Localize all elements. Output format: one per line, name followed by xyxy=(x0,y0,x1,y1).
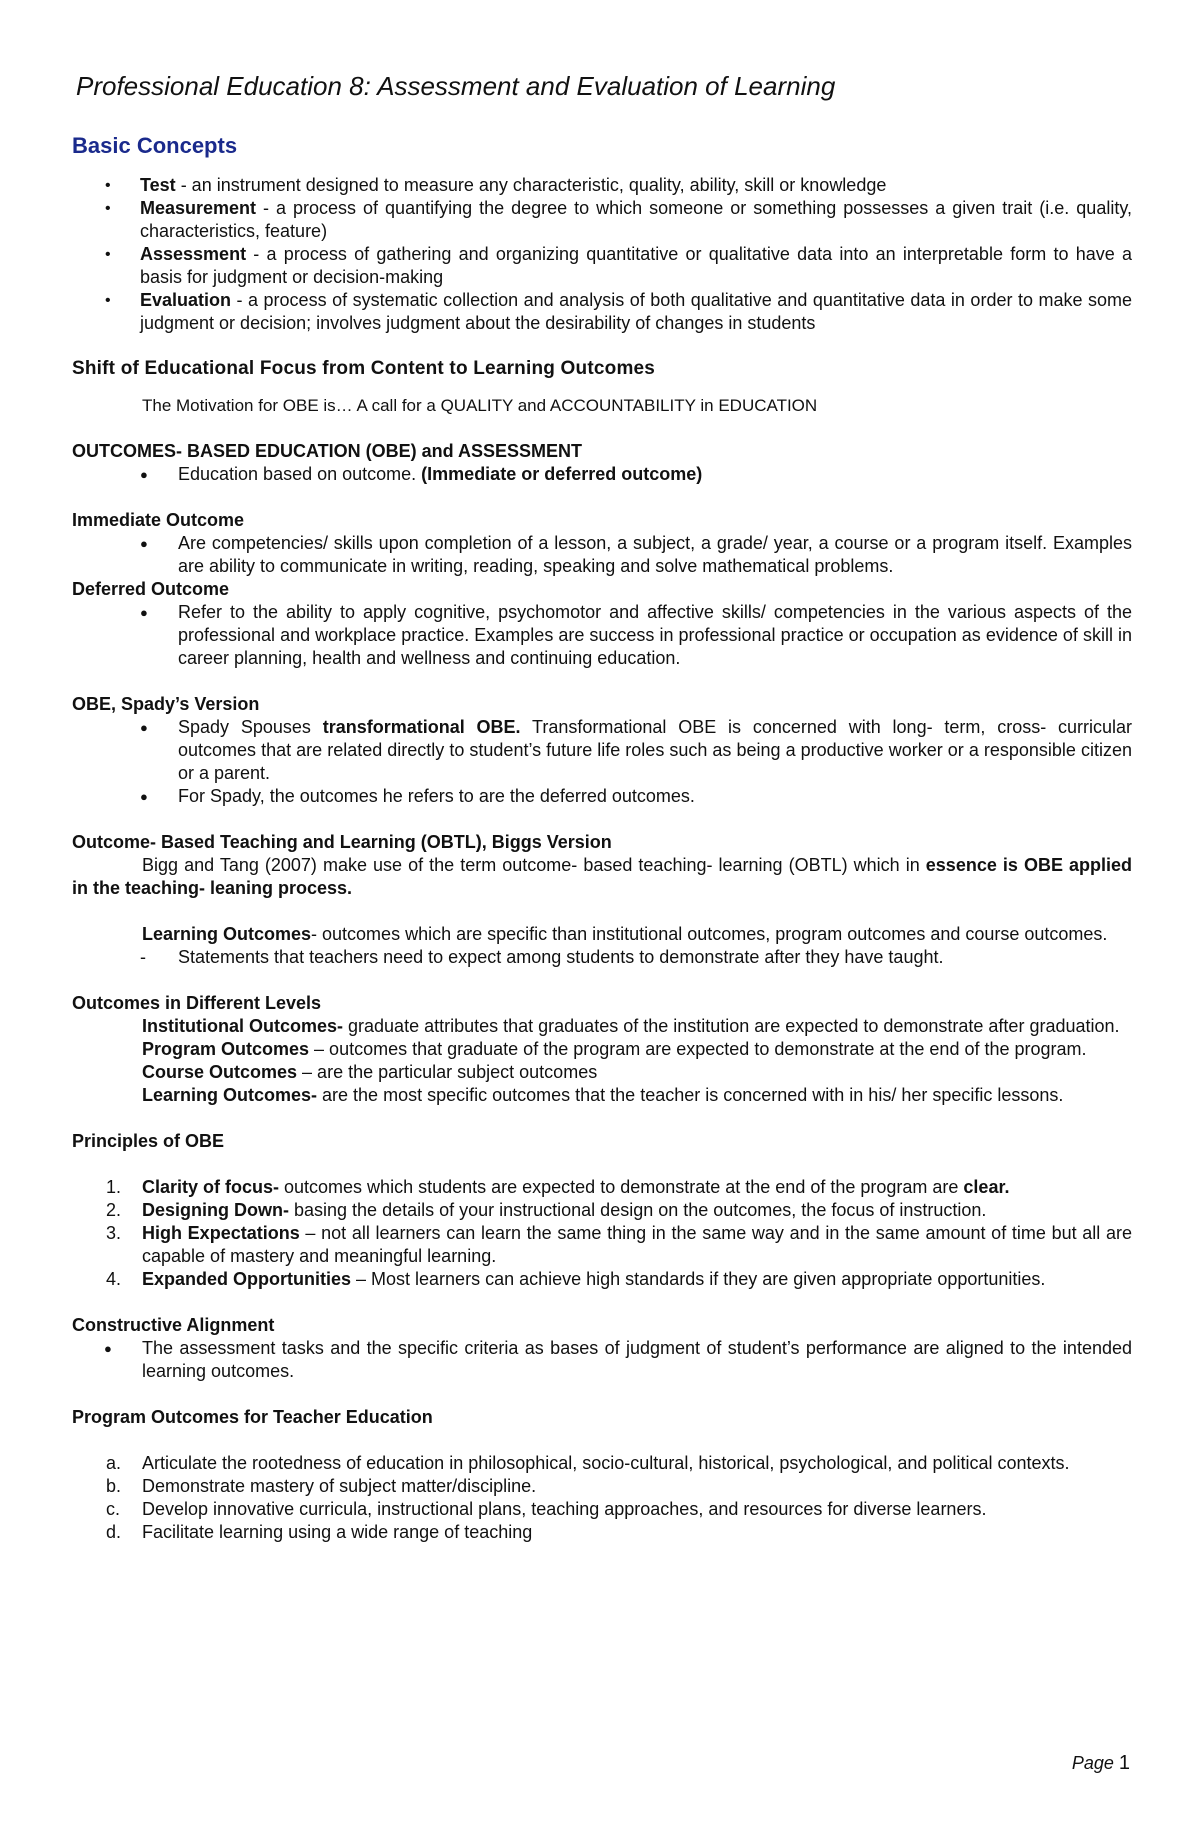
term: Institutional Outcomes- xyxy=(142,1016,344,1036)
obe-list xyxy=(72,463,1132,486)
list-item xyxy=(72,243,1132,289)
definition: graduate attributes that graduates of the institution are expected to demonstrate after graduation. xyxy=(343,1016,1120,1036)
item-letter: c. xyxy=(106,1499,121,1519)
shift-heading: Shift of Educational Focus from Content to Learning Outcomes xyxy=(72,358,656,379)
term: Program Outcomes xyxy=(142,1039,310,1059)
definition: basing the details of your instructional design on the outcomes, the focus of instruction. xyxy=(289,1200,987,1220)
level-paragraph xyxy=(72,1084,1132,1107)
deferred-outcome-list xyxy=(72,601,1132,670)
list-item xyxy=(72,1176,1132,1199)
item-text: Demonstrate mastery of subject matter/discipline. xyxy=(142,1476,537,1496)
term: Test xyxy=(140,175,176,195)
item-letter: a. xyxy=(106,1453,122,1473)
item-number: 4. xyxy=(106,1269,122,1289)
item-text: Articulate the rootedness of education in philosophical, socio-cultural, historical, psychological, and political contexts. xyxy=(142,1453,1070,1473)
immediate-outcome-list xyxy=(72,532,1132,578)
list-item: ● The assessment tasks and the specific criteria as bases of judgment of student’s performance are aligned to the intended learning outcomes. xyxy=(36,1337,1132,1383)
levels-heading: Outcomes in Different Levels xyxy=(72,993,322,1013)
dash-item xyxy=(72,946,1132,969)
definition: - a process of gathering and organizing quantitative or qualitative data into an interpretable form to have a basis for judgment or decision-making xyxy=(140,244,1132,287)
motivation-text: The Motivation for OBE is… A call for a QUALITY and ACCOUNTABILITY in EDUCATION xyxy=(142,396,818,415)
term: Expanded Opportunities xyxy=(142,1269,352,1289)
definition: – outcomes that graduate of the program are expected to demonstrate at the end of the program. xyxy=(309,1039,1087,1059)
spady-heading: OBE, Spady’s Version xyxy=(72,694,260,714)
page-label: Page xyxy=(1071,1753,1114,1773)
page-content xyxy=(72,70,1132,1544)
list-item: ● Refer to the ability to apply cognitive, psychomotor and affective skills/ competencies in the various aspects of the professional and workplace practice. Examples are success in professional practice or occupation as evidence of skill in career planning, health and wellness and continuing education. xyxy=(72,601,1132,670)
definition: – Most learners can achieve high standards if they are given appropriate opportunities. xyxy=(351,1269,1046,1289)
item-text: Facilitate learning using a wide range of teaching xyxy=(142,1522,533,1542)
item-text: Develop innovative curricula, instructional plans, teaching approaches, and resources for diverse learners. xyxy=(142,1499,987,1519)
deferred-outcome-heading: Deferred Outcome xyxy=(72,579,230,599)
immediate-outcome-heading: Immediate Outcome xyxy=(72,510,245,530)
definition: outcomes which students are expected to demonstrate at the end of the program are xyxy=(279,1177,964,1197)
list-item xyxy=(72,289,1132,335)
principles-heading: Principles of OBE xyxy=(72,1131,225,1151)
obe-bold-text: (Immediate or deferred outcome) xyxy=(421,464,703,484)
level-paragraph xyxy=(72,1061,1132,1084)
principles-list xyxy=(72,1176,1132,1291)
definition: - an instrument designed to measure any characteristic, quality, ability, skill or knowledge xyxy=(175,175,887,195)
list-item xyxy=(72,197,1132,243)
alignment-heading: Constructive Alignment xyxy=(72,1315,275,1335)
spady-text: Transformational OBE is concerned with long- term, cross- curricular outcomes that are related directly to student’s future life roles such as being a productive worker or a responsible citizen or a parent. xyxy=(178,717,1133,783)
definition: – are the particular subject outcomes xyxy=(297,1062,598,1082)
document-title: Professional Education 8: Assessment and Evaluation of Learning xyxy=(76,71,836,101)
spady-bold: transformational OBE. xyxy=(322,717,521,737)
term: Course Outcomes xyxy=(142,1062,298,1082)
term: Clarity of focus- xyxy=(142,1177,280,1197)
basic-concepts-heading: Basic Concepts xyxy=(72,133,238,158)
page-number: 1 xyxy=(1118,1752,1130,1774)
list-item xyxy=(72,1521,1132,1544)
item-number: 2. xyxy=(106,1200,122,1220)
term: Measurement xyxy=(140,198,257,218)
item-number: 3. xyxy=(106,1223,122,1243)
list-item xyxy=(72,716,1132,785)
term: Learning Outcomes- xyxy=(142,1085,318,1105)
definition: are the most specific outcomes that the teacher is concerned with in his/ her specific lessons. xyxy=(317,1085,1064,1105)
list-item xyxy=(72,174,1132,197)
dash-text: Statements that teachers need to expect among students to demonstrate after they have taught. xyxy=(178,947,944,967)
item-number: 1. xyxy=(106,1177,122,1197)
list-item xyxy=(72,1498,1132,1521)
list-item xyxy=(72,1452,1132,1475)
program-outcomes-list xyxy=(72,1452,1132,1544)
list-item xyxy=(72,1222,1132,1268)
list-item xyxy=(72,463,1132,486)
term: Assessment xyxy=(140,244,247,264)
spady-list xyxy=(72,716,1132,808)
obe-heading: OUTCOMES- BASED EDUCATION (OBE) and ASSESSMENT xyxy=(72,441,583,461)
definition: - a process of systematic collection and analysis of both qualitative and quantitative data in order to make some judgment or decision; involves judgment about the desirability of changes in students xyxy=(140,290,1132,333)
item-letter: b. xyxy=(106,1476,122,1496)
list-item: ● For Spady, the outcomes he refers to are the deferred outcomes. xyxy=(72,785,1132,808)
program-outcomes-heading: Program Outcomes for Teacher Education xyxy=(72,1407,433,1427)
obe-text: Education based on outcome. xyxy=(178,464,422,484)
obtl-text: Bigg and Tang (2007) make use of the term outcome- based teaching- learning (OBTL) which in xyxy=(142,855,926,875)
term: Evaluation xyxy=(140,290,232,310)
dash-marker: - xyxy=(140,947,146,967)
list-item: ● Are competencies/ skills upon completion of a lesson, a subject, a grade/ year, a course or a program itself. Examples are ability to communicate in writing, reading, speaking and solve mathematical problems. xyxy=(72,532,1132,578)
page-footer xyxy=(1072,1752,1130,1775)
definition: – not all learners can learn the same thing in the same way and in the same amount of time but all are capable of mastery and meaningful learning. xyxy=(142,1223,1132,1266)
obtl-paragraph xyxy=(72,854,1132,900)
list-item xyxy=(72,1199,1132,1222)
definition: - outcomes which are specific than institutional outcomes, program outcomes and course outcomes. xyxy=(311,924,1108,944)
term: High Expectations xyxy=(142,1223,300,1243)
alignment-list xyxy=(36,1337,1132,1383)
bold-end: clear. xyxy=(963,1177,1010,1197)
term: Designing Down- xyxy=(142,1200,289,1220)
list-item xyxy=(72,1475,1132,1498)
level-paragraph xyxy=(72,1038,1132,1061)
item-letter: d. xyxy=(106,1522,122,1542)
term: Learning Outcomes xyxy=(142,924,312,944)
spady-text: Spady Spouses xyxy=(178,717,323,737)
obtl-heading: Outcome- Based Teaching and Learning (OBTL), Biggs Version xyxy=(72,832,612,852)
definition: - a process of quantifying the degree to which someone or something possesses a given trait (i.e. quality, characteristics, feature) xyxy=(140,198,1132,241)
obtl-bold: essence is OBE applied in the teaching- leaning process. xyxy=(72,855,1132,898)
basic-concepts-list xyxy=(72,174,1132,335)
level-paragraph xyxy=(72,1015,1132,1038)
learning-outcomes-paragraph xyxy=(72,923,1132,946)
list-item xyxy=(72,1268,1132,1291)
